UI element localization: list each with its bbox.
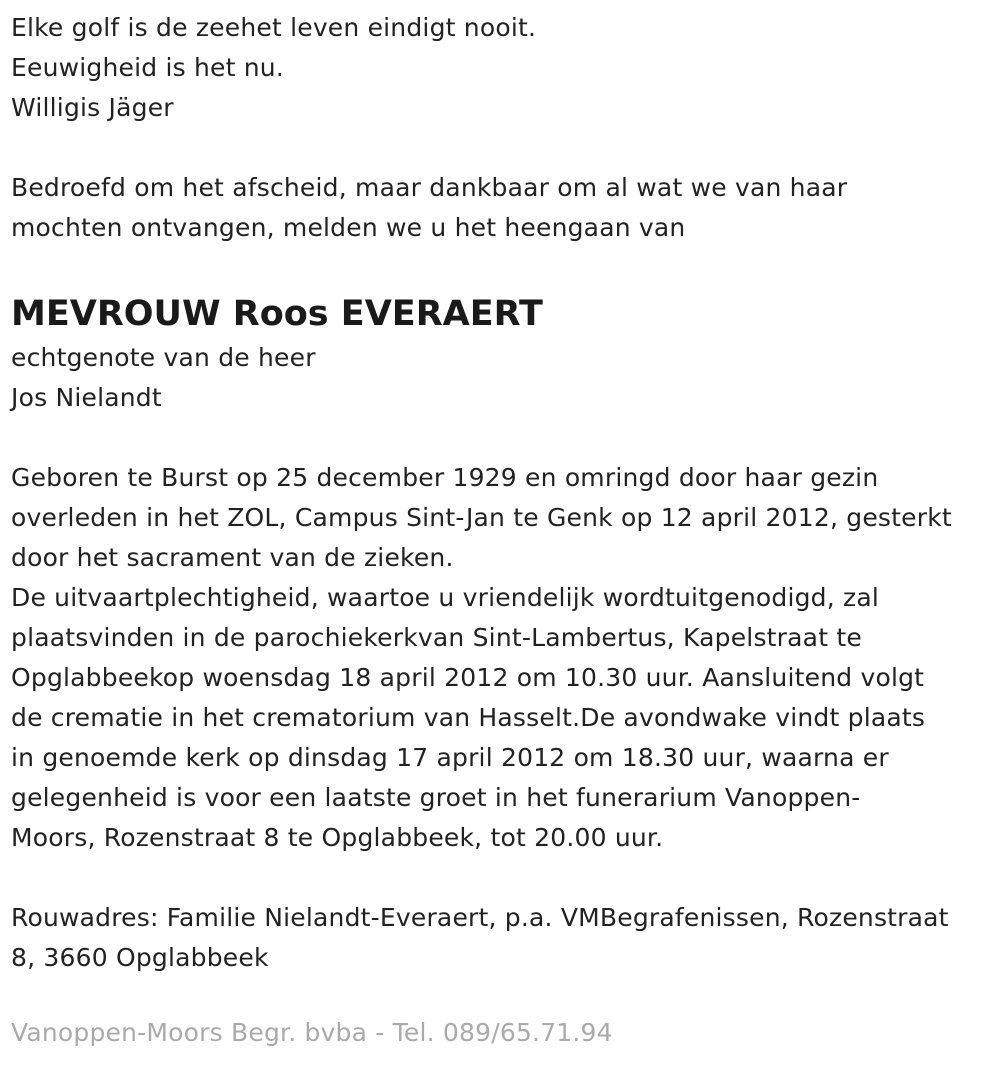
- intro-line: Bedroefd om het afscheid, maar dankbaar om al wat we van haar: [11, 173, 848, 202]
- spacer: [11, 858, 990, 898]
- details-line: gelegenheid is voor een laatste groet in het funerarium Vanoppen-: [11, 783, 861, 812]
- address-line: 8, 3660 Opglabbeek: [11, 943, 269, 972]
- quote-author: Willigis Jäger: [11, 93, 174, 122]
- details-line: Moors, Rozenstraat 8 te Opglabbeek, tot 20.00 uur.: [11, 823, 664, 852]
- spacer: [11, 248, 990, 290]
- quote-line: Elke golf is de zeehet leven eindigt nooit.: [11, 13, 537, 42]
- details-line: overleden in het ZOL, Campus Sint-Jan te Genk op 12 april 2012, gesterkt: [11, 503, 952, 532]
- spacer: [11, 418, 990, 458]
- details-line: de crematie in het crematorium van Hasselt.De avondwake vindt plaats: [11, 703, 926, 732]
- details-line: Geboren te Burst op 25 december 1929 en omringd door haar gezin: [11, 463, 879, 492]
- address-line: Rouwadres: Familie Nielandt-Everaert, p.a. VMBegrafenissen, Rozenstraat: [11, 903, 949, 932]
- details-block: [11, 458, 990, 858]
- details-line: door het sacrament van de zieken.: [11, 543, 454, 572]
- quote-block: [11, 8, 990, 128]
- details-line: De uitvaartplechtigheid, waartoe u vriendelijk wordtuitgenodigd, zal: [11, 583, 880, 612]
- relation-line: echtgenote van de heer: [11, 343, 316, 372]
- quote-line: Eeuwigheid is het nu.: [11, 53, 284, 82]
- details-line: in genoemde kerk op dinsdag 17 april 2012 om 18.30 uur, waarna er: [11, 743, 889, 772]
- deceased-name: MEVROUW Roos EVERAERT: [11, 294, 543, 334]
- relation-block: [11, 338, 990, 418]
- funeral-home-footer: Vanoppen-Moors Begr. bvba - Tel. 089/65.71.94: [11, 1018, 613, 1047]
- details-line: Opglabbeekop woensdag 18 april 2012 om 10.30 uur. Aansluitend volgt: [11, 663, 925, 692]
- address-block: [11, 898, 990, 978]
- spouse-name: Jos Nielandt: [11, 383, 162, 412]
- spacer: [11, 128, 990, 168]
- details-line: plaatsvinden in de parochiekerkvan Sint-Lambertus, Kapelstraat te: [11, 623, 862, 652]
- intro-block: [11, 168, 990, 248]
- intro-line: mochten ontvangen, melden we u het heengaan van: [11, 213, 686, 242]
